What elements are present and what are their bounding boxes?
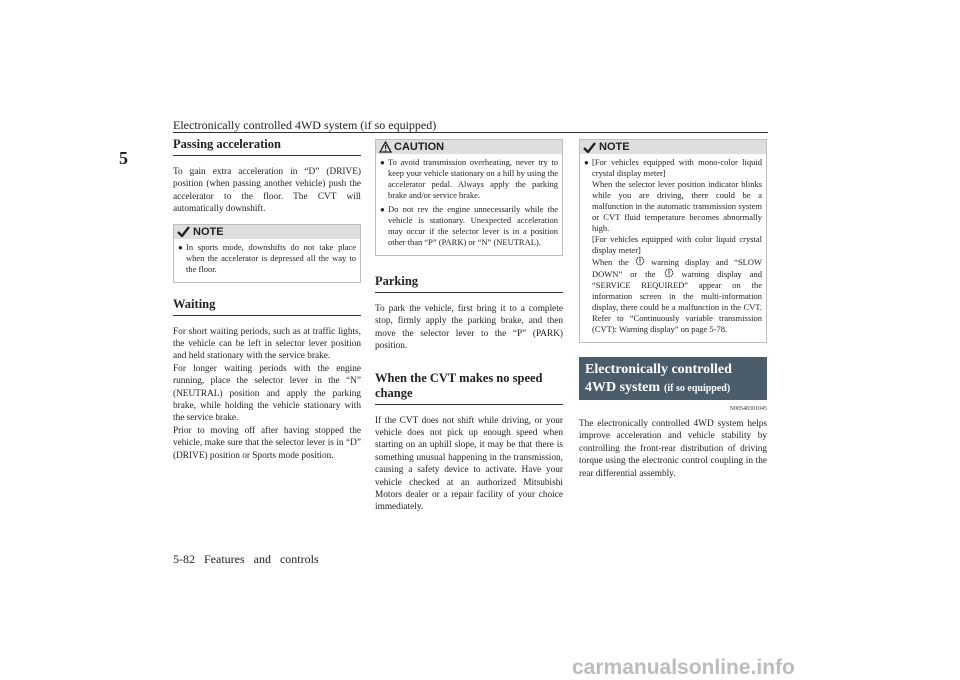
caution-text-1: To avoid transmission overheating, never try to keep your vehicle stationary on a hill by using the accelerator pedal. Always apply the parking brake and/or service brake. [388,157,558,200]
watermark: carmanualsonline.info [572,656,795,679]
note-text: In sports mode, downshifts do not take place when the accelerator is depressed all the way to the floor. [186,241,356,274]
heading-passing: Passing acceleration [173,137,361,156]
caution-box [375,139,563,256]
note-label-2: NOTE [599,141,630,153]
parking-text: To park the vehicle, first bring it to a complete stop, firmly apply the parking brake, and then move the selector lever to the “P” (PARK) position. [375,304,563,352]
note2-p4c: warning display and “SERVICE REQUIRED” appear on the information screen in the multi-information display, there could be a malfunction in the CVT. Refer to “Continuously variable transmission (CVT): Warning display” on page 5-78. [592,269,762,334]
banner-subtitle: (if so equipped) [664,383,731,394]
caution-text-2: Do not rev the engine unnecessarily while the vehicle is stationary. Unexpected acceleration may occur if the selector lever is in a position other than “P” (PARK) or “N” (NEUTRAL). [388,204,558,247]
gear-warning-icon [664,268,674,278]
page-number: 5-82 [173,552,195,566]
caution-label: CAUTION [394,141,445,153]
caution-item [380,204,558,248]
section-name: Features and controls [204,552,319,566]
reference-code: N00548301045 [729,406,767,412]
banner-title: Electronically controlled 4WD system [585,362,732,395]
passing-text: To gain extra acceleration in “D” (DRIVE) position (when passing another vehicle) push the accelerator to the floor. The CVT will automatically downshift. [173,167,361,215]
note2-p2: When the selector lever position indicator blinks while you are driving, there could be a malfunction in the automatic transmission system or CVT fluid temperature becomes abnormally high. [592,179,762,233]
running-header: Electronically controlled 4WD system (if so equipped) [173,118,437,132]
caution-item [380,157,558,201]
bullet-dot: ● [380,158,385,167]
note2-p4a: When the [592,257,629,267]
bullet-dot: ● [380,205,385,214]
note-header-2 [580,140,766,154]
waiting-text-3: Prior to moving off after having stopped the vehicle, make sure that the selector lever is in “D” (DRIVE) position or Sports mode position. [173,425,361,461]
heading-waiting: Waiting [173,297,361,316]
note-item [178,242,356,275]
column-3 [579,137,767,480]
bullet-dot: ● [178,242,183,252]
note-check-icon [177,226,190,237]
heading-cvt: When the CVT makes no speed change [375,371,563,405]
column-2 [375,137,563,514]
note2-p4b: warning display and “SLOW DOWN” or the [592,257,763,279]
note-header [174,225,360,239]
note-check-icon [583,142,596,153]
note-item-2 [584,157,762,335]
note-box-2 [579,139,767,343]
waiting-text-1: For short waiting periods, such as at traffic lights, the vehicle can be left in selector lever position and held stationary with the service brake. [173,326,361,362]
chapter-number: 5 [119,148,128,168]
gear-warning-icon [635,256,645,266]
waiting-text-2: For longer waiting periods with the engine running, place the selector lever in the “N” (NEUTRAL) position and apply the parking brake, while holding the vehicle stationary with the service brake. [173,363,361,424]
note2-p1: [For vehicles equipped with mono-color liquid crystal display meter] [592,157,762,178]
warning-triangle-icon [379,141,392,153]
column-1 [173,137,361,462]
note-box [173,224,361,283]
note-label: NOTE [193,225,224,238]
note2-p3: [For vehicles equipped with color liquid crystal display meter] [592,234,762,255]
note2-text [592,157,762,335]
bullet-dot: ● [584,158,589,167]
section-banner [579,357,767,400]
heading-parking: Parking [375,274,563,293]
cvt-text: If the CVT does not shift while driving, or your vehicle does not pick up enough speed when starting on an uphill slope, it may be that there is something unusual happening in the transmission, causing a safety device to activate. Have your vehicle checked at an authorized Mitsubishi Motors dealer or a repair facility of your choice immediately. [375,415,563,513]
page-footer [173,552,319,567]
4wd-text: The electronically controlled 4WD system helps improve acceleration and vehicle stability by controlling the front-rear distribution of driving torque using the electronic control coupling in the rear differential assembly. [579,419,767,479]
caution-header [376,140,562,154]
header-rule [173,132,768,133]
